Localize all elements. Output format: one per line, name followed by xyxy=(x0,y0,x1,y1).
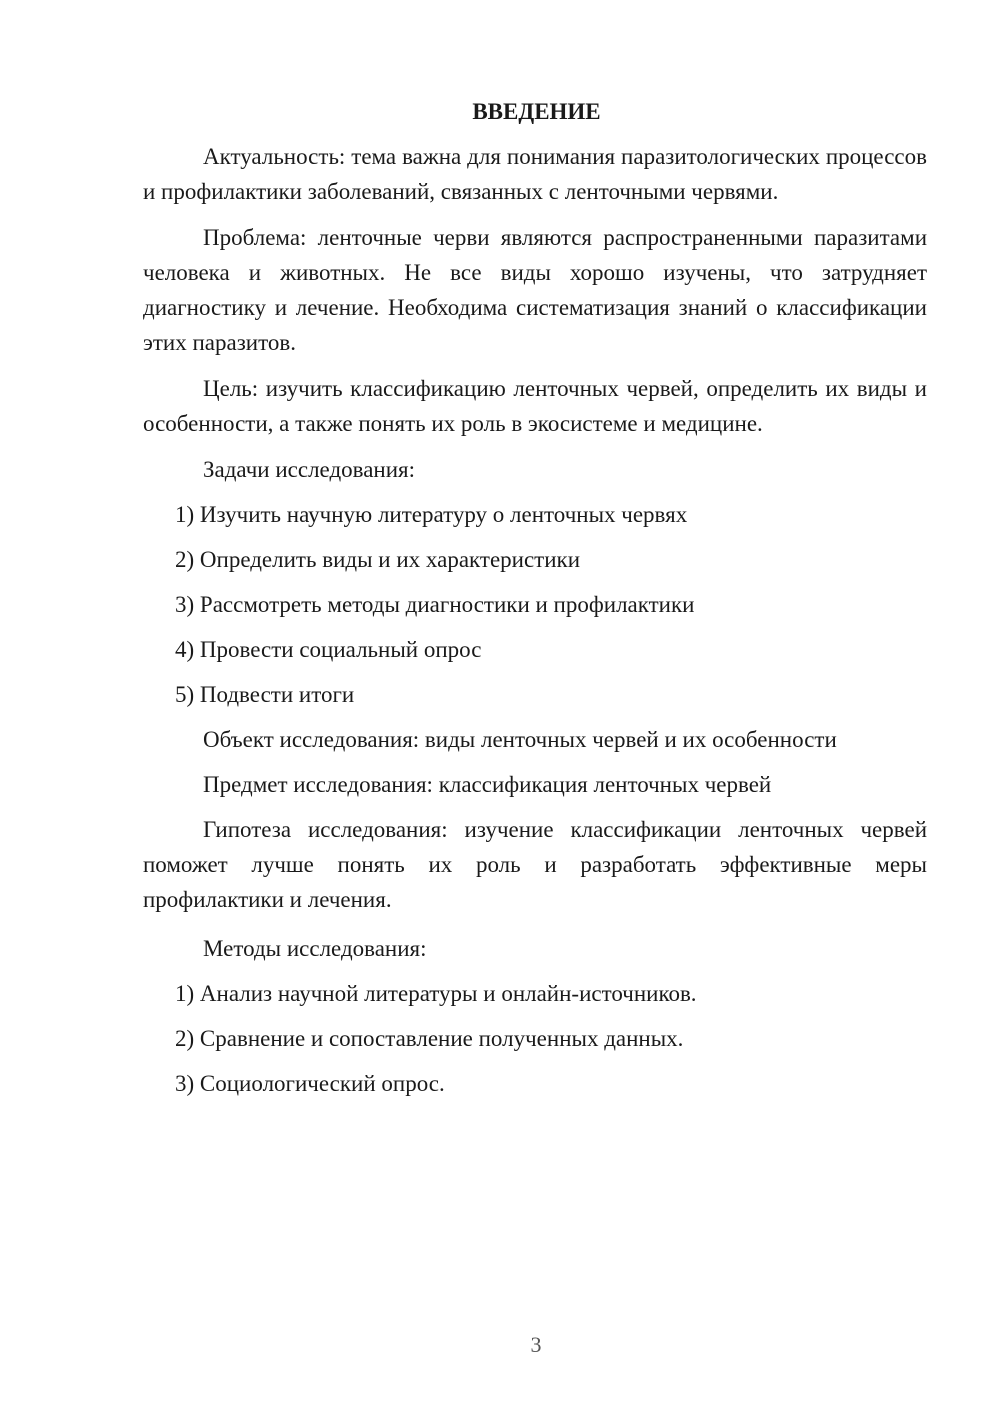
section-title: ВВЕДЕНИЕ xyxy=(472,99,601,124)
list-item: 5) Подвести итоги xyxy=(175,682,355,707)
list-item: 2) Сравнение и сопоставление полученных данных. xyxy=(175,1026,684,1051)
list-item: 1) Анализ научной литературы и онлайн-источников. xyxy=(175,981,697,1006)
methods-list xyxy=(143,976,927,1101)
tasks-label: Задачи исследования: xyxy=(203,457,416,482)
list-item: 4) Провести социальный опрос xyxy=(175,637,482,662)
goal-paragraph: Цель: изучить классификацию ленточных червей, определить их виды и особенности, а также понять их роль в экосистеме и медицине. xyxy=(143,376,927,436)
problem-paragraph: Проблема: ленточные черви являются распространенными паразитами человека и животных. Не все виды хорошо изучены, что затрудняет диагностику и лечение. Необходима систематизация знаний о классификации этих паразитов. xyxy=(143,225,927,355)
relevance-paragraph: Актуальность: тема важна для понимания паразитологических процессов и профилактики заболеваний, связанных с ленточными червями. xyxy=(143,144,927,204)
subject-paragraph: Предмет исследования: классификация ленточных червей xyxy=(203,772,772,797)
page-number: 3 xyxy=(530,1332,542,1357)
list-item: 1) Изучить научную литературу о ленточных червях xyxy=(175,502,688,527)
document-content xyxy=(143,94,927,1111)
methods-label: Методы исследования: xyxy=(203,936,427,961)
object-paragraph: Объект исследования: виды ленточных червей и их особенности xyxy=(203,727,837,752)
hypothesis-paragraph: Гипотеза исследования: изучение классификации ленточных червей поможет лучше понять их роль и разработать эффективные меры профилактики и лечения. xyxy=(143,817,927,912)
list-item: 3) Рассмотреть методы диагностики и профилактики xyxy=(175,592,695,617)
list-item: 3) Социологический опрос. xyxy=(175,1071,445,1096)
list-item: 2) Определить виды и их характеристики xyxy=(175,547,581,572)
tasks-list xyxy=(143,497,927,712)
